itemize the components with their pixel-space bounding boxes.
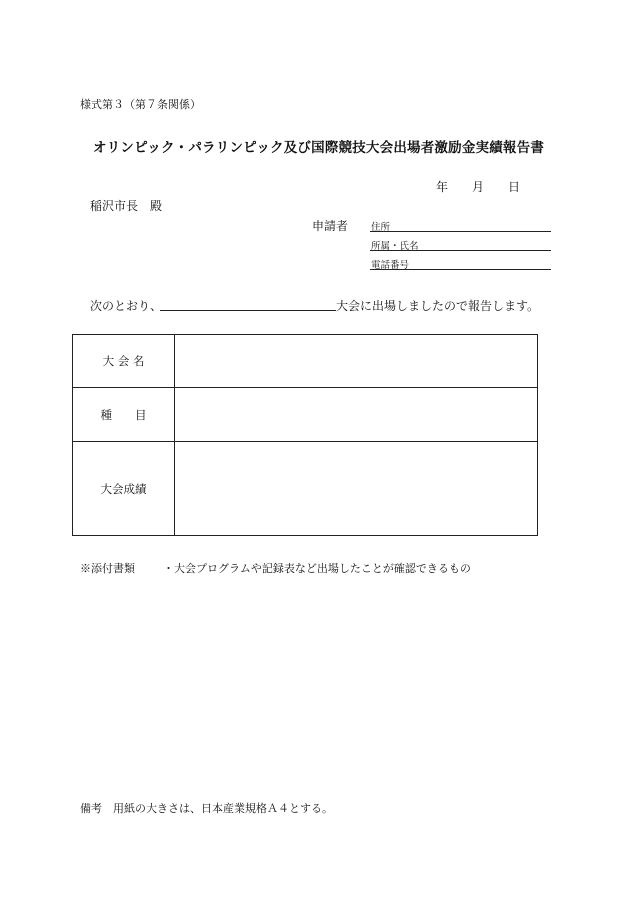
address-line[interactable] xyxy=(370,231,551,232)
date-day-label: 日 xyxy=(508,180,521,194)
attachments-item: ・大会プログラムや記録表など出場したことが確認できるもの xyxy=(163,562,471,575)
results-label: 大会成績 xyxy=(73,442,175,536)
tournament-name-blank[interactable] xyxy=(160,310,336,311)
addressee: 稲沢市長 殿 xyxy=(90,199,163,213)
affiliation-name-line[interactable] xyxy=(370,250,551,251)
table-row xyxy=(73,388,538,442)
statement-prefix: 次のとおり、 xyxy=(90,299,163,313)
date-year-label: 年 xyxy=(436,180,449,194)
statement-suffix: 大会に出場しましたので報告します。 xyxy=(336,299,540,313)
report-table xyxy=(72,334,538,536)
tournament-name-cell[interactable] xyxy=(175,335,538,388)
form-number: 様式第３（第７条関係） xyxy=(80,98,201,111)
remarks-note: 備考 用紙の大きさは、日本産業規格Ａ４とする。 xyxy=(80,802,333,815)
affiliation-name-label: 所属・氏名 xyxy=(371,241,419,252)
applicant-label: 申請者 xyxy=(312,219,349,233)
event-label: 種 目 xyxy=(73,388,175,442)
results-cell[interactable] xyxy=(175,442,538,536)
event-cell[interactable] xyxy=(175,388,538,442)
phone-line[interactable] xyxy=(370,269,551,270)
address-label: 住所 xyxy=(371,222,391,233)
tournament-name-label: 大 会 名 xyxy=(73,335,175,388)
table-row xyxy=(73,335,538,388)
attachments-label: ※添付書類 xyxy=(80,562,135,575)
phone-label: 電話番号 xyxy=(371,260,410,271)
date-month-label: 月 xyxy=(472,180,485,194)
table-row xyxy=(73,442,538,536)
document-title: オリンピック・パラリンピック及び国際競技大会出場者激励金実績報告書 xyxy=(93,140,545,156)
